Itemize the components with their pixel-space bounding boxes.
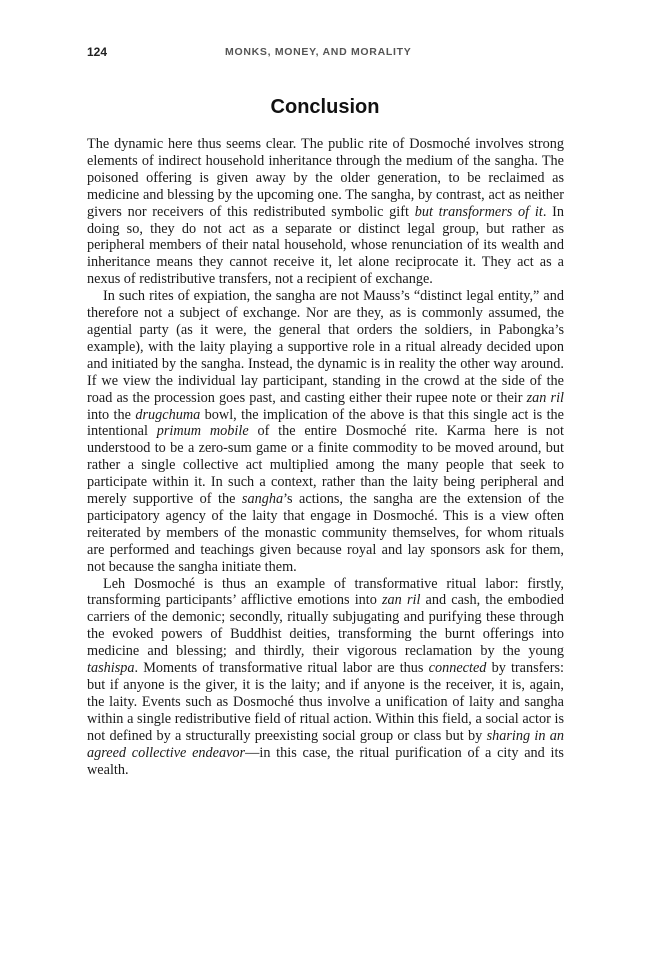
italic-text: drugchuma [135, 406, 201, 423]
page-number: 124 [87, 45, 108, 59]
text-run: —in this case, the ritual purification of a city and its wealth. [87, 744, 564, 778]
text-run: . In doing so, they do not act as a separate or distinct legal group, but rather as peripheral members of their natal household, whose renunciation of its wealth and inheritance means they cannot receive it, let alone reciprocate it. They act as a nexus of redistributive transfers, not a recipient of exchange. [87, 203, 564, 288]
italic-text: connected [428, 660, 487, 677]
paragraph [87, 136, 564, 288]
running-head [87, 45, 564, 65]
text-run: In such rites of expiation, the sangha are not Mauss’s “distinct legal entity,” and therefore not a subject of exchange. Nor are they, as is commonly assumed, the agential party (as it were, the general that orders the soldiers, in Pabongka’s example), with the laity playing a supportive role in a ritual already decided upon and initiated by the sangha. Instead, the dynamic is in reality the other way around. If we view the individual lay participant, standing in the crowd at the side of the road as the procession goes past, and casting either their rupee note or their [87, 288, 564, 406]
body-text [87, 136, 564, 778]
text-run: The dynamic here thus seems clear. The public rite of Dosmoché involves strong elements of indirect household inheritance through the medium of the sangha. The poisoned offering is given away by the older generation, to be reclaimed as medicine and blessing by the upcoming one. The sangha, by contrast, act as neither givers nor receivers of this redistributed symbolic gift [87, 136, 564, 220]
text-run: into the [87, 406, 136, 423]
italic-text: sangha [241, 491, 284, 508]
text-run: of the entire Dosmoché rite. Karma here is not understood to be a zero-sum game or a finite commodity to be moved around, but rather a single collective act multiplied among the many people that seek to participate within it. In such a context, rather than the laity being peripheral and merely supportive of the [87, 423, 565, 508]
text-run: ’s actions, the sangha are the extension of the participatory agency of the laity that engage in Dosmoché. This is a view often reiterated by members of the monastic community themselves, for whom rituals are performed and teachings given because royal and lay sponsors ask for them, not because the sangha initiate them. [87, 491, 564, 575]
text-run: and cash, the embodied carriers of the demonic; secondly, ritually subjugating and purifying these through the evoked powers of Buddhist deities, transforming the burnt offerings into medicine and blessing; and thirdly, their vigorous reclamation by the young [87, 592, 564, 660]
paragraph [87, 576, 564, 779]
text-run: by transfers: but if anyone is the giver, it is the laity; and if anyone is the receiver, it is, again, the laity. Events such as Dosmoché thus involve a unification of laity and sangha within a single redistributive field of ritual action. Within this field, a social actor is not defined by a structurally preexisting social group or class but by [87, 660, 564, 744]
running-title: MONKS, MONEY, AND MORALITY [225, 46, 412, 58]
text-run: Leh Dosmoché is thus an example of transformative ritual labor: firstly, transforming participants’ afflictive emotions into [87, 575, 564, 609]
italic-text: tashispa [87, 660, 135, 677]
text-run: bowl, the implication of the above is that this single act is the intentional [87, 406, 565, 440]
italic-text: zan ril [382, 592, 421, 609]
italic-text: sharing in an agreed collective endeavor [87, 727, 564, 761]
italic-text: primum mobile [156, 423, 249, 440]
text-run: . Moments of transformative ritual labor are thus [134, 660, 429, 677]
section-heading: Conclusion [270, 96, 380, 118]
italic-text: but transformers of it [414, 203, 543, 220]
paragraph [87, 288, 564, 575]
italic-text: zan ril [526, 389, 564, 406]
